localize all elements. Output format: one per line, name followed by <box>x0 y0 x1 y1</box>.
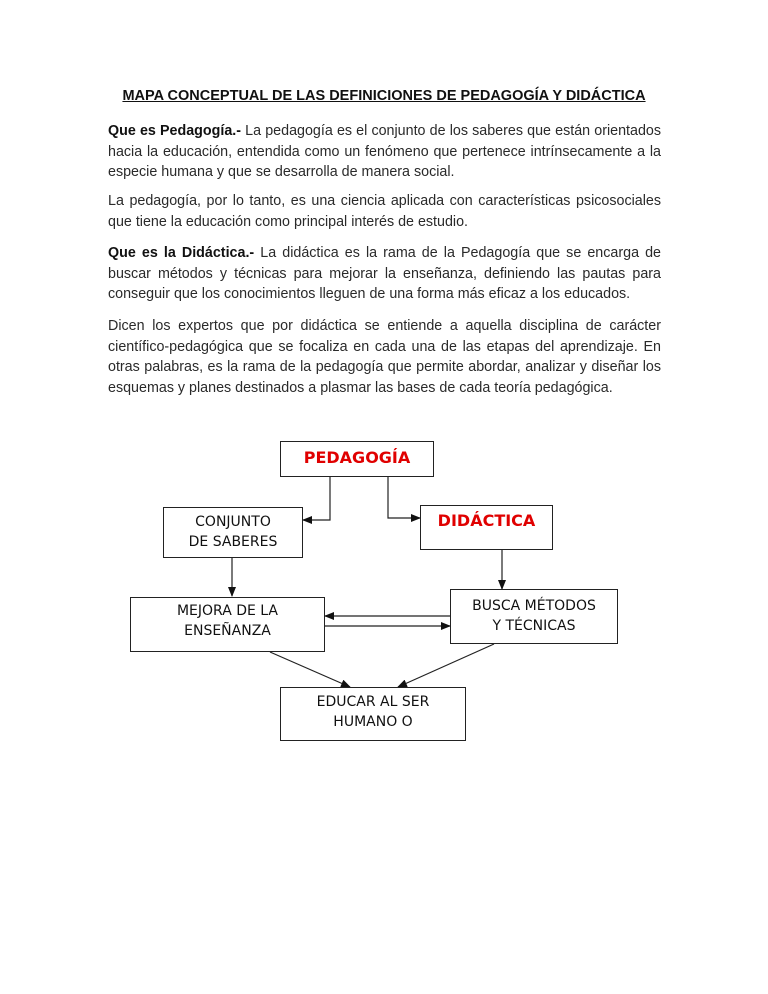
node-conjunto-line1: CONJUNTO <box>195 514 271 530</box>
document-title: MAPA CONCEPTUAL DE LAS DEFINICIONES DE PEDAGOGÍA Y DIDÁCTICA <box>122 88 646 104</box>
node-conjunto-de-saberes <box>163 507 303 558</box>
node-educar-line1: EDUCAR AL SER <box>316 694 430 710</box>
node-busca-metodos <box>450 589 618 644</box>
node-educar-ser-humano <box>280 687 466 741</box>
node-educar-line2: HUMANO O <box>333 714 413 730</box>
node-mejora-line1: MEJORA DE LA <box>176 603 279 619</box>
didactica-lead: Que es la Didáctica.- <box>108 245 255 261</box>
node-busca-line1: BUSCA MÉTODOS <box>472 598 596 614</box>
arrow-busca-to-educar <box>398 644 494 687</box>
pedagogia-lead: Que es Pedagogía.- <box>108 123 242 139</box>
node-pedagogia <box>280 441 434 477</box>
node-didactica <box>420 505 553 550</box>
node-mejora-line2: ENSEÑANZA <box>184 623 271 639</box>
pedagogia-text: La pedagogía es el conjunto de los saberes que están orientados hacia la educación, entendida como un fenómeno que pertenece intrínsecamente a la especie humana y que se desarrolla de manera social. <box>108 123 662 180</box>
node-mejora-ensenanza <box>130 597 325 652</box>
arrow-pedagogia-to-conjunto <box>303 476 330 520</box>
node-pedagogia-label: PEDAGOGÍA <box>303 448 411 467</box>
arrow-pedagogia-to-didactica <box>388 476 420 518</box>
paragraph-pedagogia-ciencia: La pedagogía, por lo tanto, es una ciencia aplicada con características psicosociales que tiene la educación como principal interés de estudio. <box>108 193 661 230</box>
node-didactica-label: DIDÁCTICA <box>437 511 536 530</box>
node-busca-line2: Y TÉCNICAS <box>492 618 576 634</box>
paragraph-expertos: Dicen los expertos que por didáctica se entiende a aquella disciplina de carácter científico-pedagógica que se focaliza en cada una de las etapas del aprendizaje. En otras palabras, es la rama de la pedagogía que permite abordar, analizar y diseñar los esquemas y planes destinados a plasmar las bases de cada teoría pedagógica. <box>108 318 661 396</box>
didactica-text: La didáctica es la rama de la Pedagogía que se encarga de buscar métodos y técnicas para mejorar la enseñanza, definiendo las pautas para conseguir que los conocimientos lleguen de una forma más eficaz a los educados. <box>108 245 662 302</box>
node-conjunto-line2: DE SABERES <box>188 534 278 550</box>
arrow-mejora-to-educar <box>270 652 350 687</box>
